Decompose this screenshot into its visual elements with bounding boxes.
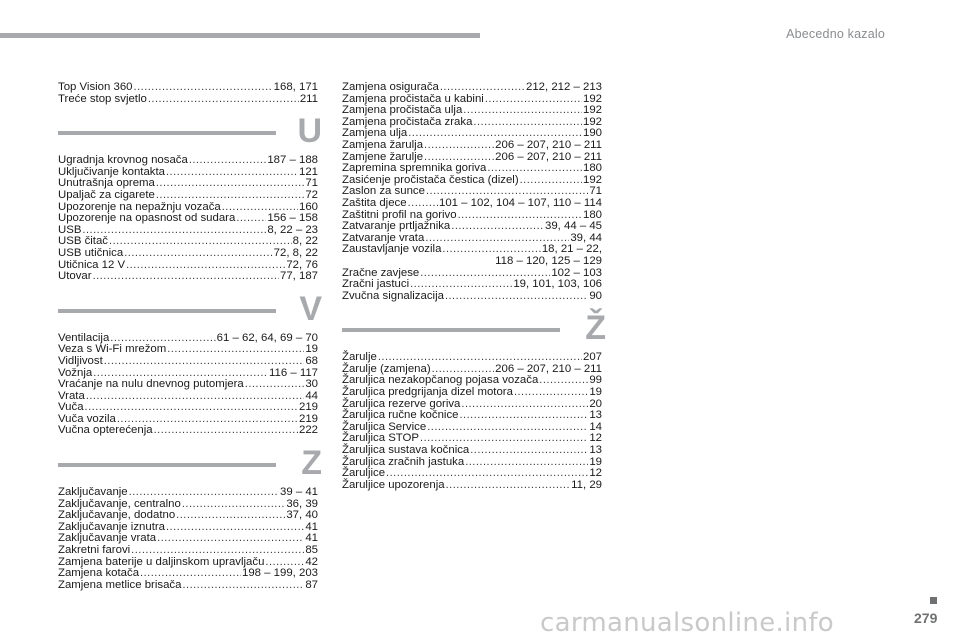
entry-pages: 192 (582, 115, 602, 128)
entry-term: Žarulje (zamjena) (342, 362, 431, 375)
dot-leader (156, 178, 304, 190)
index-entry (342, 163, 602, 175)
entry-term: Veza s Wi-Fi mrežom (58, 343, 167, 356)
index-entry-line (342, 480, 602, 492)
header-title: Abecedno kazalo (786, 27, 885, 41)
entry-term: Zaštitni profil na gorivo (342, 208, 457, 221)
index-entry-line (58, 271, 318, 283)
index-entry-line (58, 580, 318, 592)
entry-pages: 36, 39 (286, 497, 318, 510)
dot-leader (85, 402, 298, 414)
dot-leader (154, 425, 298, 437)
entry-pages: 11, 29 (571, 478, 602, 491)
index-entry-line (342, 279, 602, 291)
index-entry (58, 391, 318, 403)
entry-term: Žaruljice upozorenja (342, 478, 445, 491)
entry-term: USB utičnica (58, 246, 124, 259)
entry-term: Žaruljica STOP (342, 432, 420, 445)
entry-pages: 39, 44 – 45 (544, 220, 602, 233)
entry-pages: 192 (582, 92, 602, 105)
dot-leader (189, 155, 267, 167)
dot-leader (176, 510, 285, 522)
dot-leader (182, 580, 304, 592)
entry-pages: 206 – 207, 210 – 211 (495, 138, 602, 151)
dot-leader (460, 410, 589, 422)
index-entry (58, 248, 318, 260)
index-entry-line (58, 248, 318, 260)
dot-leader (427, 422, 588, 434)
entry-term: Žaruljica rezerve goriva (342, 397, 461, 410)
entry-pages: 68 (305, 354, 318, 367)
index-entry-line (58, 213, 318, 225)
entry-pages: 206 – 207, 210 – 211 (495, 150, 602, 163)
dot-leader (86, 391, 305, 403)
section-letter: U (297, 112, 322, 151)
entry-pages: 44 (305, 389, 318, 402)
dot-leader (148, 94, 299, 106)
index-entry (58, 260, 318, 272)
index-entry-line (342, 221, 602, 233)
index-entry-line (58, 379, 318, 391)
entry-term: Zasićenje pročistača čestica (dizel) (342, 173, 519, 186)
index-entry-line (58, 260, 318, 272)
index-entry (342, 387, 602, 399)
entry-term: Zračni jastuci (342, 278, 410, 291)
entry-pages: 72, 8, 22 (273, 246, 318, 259)
index-entry-line (342, 82, 602, 94)
entry-term: USB čitač (58, 235, 109, 248)
entry-term: Utovar (58, 270, 92, 283)
header-bar (0, 33, 480, 38)
page-number: 279 (914, 610, 938, 626)
index-entry (58, 545, 318, 557)
entry-pages: 168, 171 (273, 81, 318, 93)
entry-pages: 20 (589, 397, 602, 410)
index-entry (342, 291, 602, 303)
entry-pages: 18, 21 – 22, (541, 243, 602, 256)
entry-term: Vidljivost (58, 354, 103, 367)
entry-pages: 13 (589, 409, 602, 422)
dot-leader (126, 260, 285, 272)
section-letter-header (58, 112, 322, 151)
entry-pages: 116 – 117 (269, 366, 318, 379)
entry-pages: 85 (305, 544, 318, 557)
index-column-right (342, 81, 606, 491)
entry-pages: 222 (298, 424, 318, 437)
entry-pages-continued: 118 – 120, 125 – 129 (495, 254, 602, 267)
index-entry (342, 140, 602, 152)
entry-pages: 19, 101, 103, 106 (513, 278, 602, 291)
dot-leader (167, 344, 304, 356)
entry-pages: 8, 22 (292, 235, 318, 248)
entry-pages: 207 (582, 351, 602, 364)
entry-term: Zaslon za sunce (342, 185, 425, 198)
entry-pages: 87 (305, 578, 318, 591)
entry-term: Zamjena osigurača (342, 81, 439, 93)
entry-pages: 212, 212 – 213 (525, 81, 602, 93)
entry-term: USB (58, 223, 82, 236)
dot-leader (129, 487, 279, 499)
index-entry (58, 425, 318, 437)
entry-pages: 160 (298, 200, 318, 213)
entry-term: Zaključavanje iznutra (58, 520, 165, 533)
entry-pages: 219 (298, 412, 318, 425)
entry-term: Zamjena baterije u daljinskom upravljaču (58, 555, 265, 568)
index-entry-line (342, 445, 602, 457)
entry-term: Vrata (58, 389, 85, 402)
dot-leader (131, 545, 304, 557)
entry-term: Žaruljica nezakopčanog pojasa vozača (342, 374, 539, 387)
index-entry (58, 487, 318, 499)
entry-pages: 72 (305, 188, 318, 201)
dot-leader (451, 221, 544, 233)
index-entry-line (342, 291, 602, 303)
entry-term: Zamjena žarulja (342, 138, 424, 151)
entry-term: Zatvaranje prtljažnika (342, 220, 451, 233)
entry-pages: 13 (589, 444, 602, 457)
dot-leader (470, 445, 588, 457)
dot-leader (134, 82, 273, 94)
entry-pages: 190 (582, 127, 602, 140)
entry-term: Zaustavljanje vozila (342, 243, 442, 256)
entry-term: Žaruljica sustava kočnica (342, 444, 470, 457)
section-letter-header (342, 309, 606, 348)
dot-leader (166, 522, 304, 534)
dot-leader (182, 499, 285, 511)
entry-pages: 39 – 41 (279, 486, 318, 499)
index-entry (58, 190, 318, 202)
entry-pages: 206 – 207, 210 – 211 (495, 362, 602, 375)
entry-pages: 8, 22 – 23 (267, 223, 318, 236)
entry-term: Upaljač za cigarete (58, 188, 155, 201)
index-entry-line (58, 425, 318, 437)
entry-pages: 180 (582, 162, 602, 175)
entry-term: Vučna opterećenja (58, 424, 153, 437)
index-entry-line (342, 163, 602, 175)
entry-pages: 180 (582, 208, 602, 221)
entry-term: Zakretni farovi (58, 544, 131, 557)
index-entry-line (58, 545, 318, 557)
entry-pages: 61 – 62, 64, 69 – 70 (216, 331, 318, 344)
entry-term: Uključivanje kontakta (58, 165, 165, 178)
entry-pages: 71 (305, 177, 318, 190)
entry-pages: 211 (299, 92, 318, 105)
entry-term: Zaključavanje, centralno (58, 497, 181, 510)
entry-pages: 30 (305, 378, 318, 391)
dot-leader (440, 82, 525, 94)
entry-pages: 41 (305, 520, 318, 533)
index-entry-line (58, 94, 318, 106)
index-column-left (58, 81, 322, 591)
entry-term: Zapremina spremnika goriva (342, 162, 487, 175)
entry-term: Zaključavanje, dodatno (58, 509, 176, 522)
entry-term: Zamjena ulja (342, 127, 408, 140)
entry-term: Treće stop svjetlo (58, 92, 147, 105)
entry-pages: 192 (582, 173, 602, 186)
page-marker-square (930, 597, 937, 604)
dot-leader (487, 163, 582, 175)
entry-term: Zračne zavjese (342, 266, 420, 279)
entry-term: Žaruljica ručne kočnice (342, 409, 459, 422)
dot-leader (82, 225, 266, 237)
entry-term: Zaštita djece (342, 196, 407, 209)
entry-term: Zamjena kotača (58, 567, 140, 580)
index-entry (342, 445, 602, 457)
index-entry-line (342, 198, 602, 210)
entry-pages: 12 (589, 467, 602, 480)
index-entry (58, 580, 318, 592)
dot-leader (465, 457, 588, 469)
entry-pages: 102 – 103 (551, 266, 602, 279)
entry-pages: 37, 40 (286, 509, 318, 522)
entry-term: Zatvaranje vrata (342, 231, 425, 244)
entry-term: Žaruljica zračnih jastuka (342, 455, 465, 468)
index-entry (342, 198, 602, 210)
index-entry (342, 82, 602, 94)
index-entry-line (342, 387, 602, 399)
dot-leader (514, 387, 588, 399)
entry-pages: 99 (589, 374, 602, 387)
entry-pages: 19 (305, 343, 318, 356)
entry-pages: 42 (305, 555, 318, 568)
entry-pages: 71 (589, 185, 602, 198)
entry-term: Vraćanje na nulu dnevnog putomjera (58, 378, 244, 391)
dot-leader (473, 117, 582, 129)
entry-pages: 90 (589, 289, 602, 302)
entry-term: Ventilacija (58, 331, 110, 344)
entry-pages: 219 (298, 401, 318, 414)
dot-leader (410, 279, 512, 291)
section-divider (58, 463, 276, 467)
entry-pages: 19 (589, 386, 602, 399)
entry-pages: 187 – 188 (267, 154, 318, 167)
index-entry (58, 213, 318, 225)
entry-term: Zamjena pročistača ulja (342, 104, 463, 117)
dot-leader (157, 533, 304, 545)
entry-pages: 121 (298, 165, 318, 178)
dot-leader (520, 175, 582, 187)
entry-term: Žarulje (342, 351, 377, 364)
index-entry-line (342, 140, 602, 152)
entry-term: Zamjena pročistača zraka (342, 115, 473, 128)
entry-term: Vuča vozila (58, 412, 116, 425)
dot-leader (539, 375, 588, 387)
index-entry-line (58, 356, 318, 368)
entry-pages: 19 (589, 455, 602, 468)
entry-term: Žaruljica Service (342, 420, 427, 433)
index-entry-line (58, 82, 318, 94)
dot-leader (463, 105, 582, 117)
dot-leader (166, 167, 298, 179)
index-entry (58, 82, 318, 94)
watermark: carmanualsonline.info (540, 608, 835, 638)
section-divider (58, 131, 276, 135)
entry-term: Unutrašnja oprema (58, 177, 155, 190)
dot-leader (124, 248, 272, 260)
index-entry (342, 279, 602, 291)
entry-term: Žaruljice (342, 467, 386, 480)
dot-leader (93, 271, 279, 283)
dot-leader (104, 356, 305, 368)
index-entry (58, 94, 318, 106)
entry-pages: 101 – 102, 104 – 107, 110 – 114 (439, 196, 602, 209)
section-letter-header (58, 289, 322, 329)
entry-term: Zamjena metlice brisača (58, 578, 182, 591)
section-divider (342, 328, 560, 332)
entry-pages: 41 (305, 532, 318, 545)
section-letter: V (299, 289, 322, 328)
entry-pages: 156 – 158 (267, 212, 318, 225)
index-entry-line (58, 487, 318, 499)
index-entry-line (58, 391, 318, 403)
section-letter-header (58, 444, 322, 483)
entry-term: Utičnica 12 V (58, 258, 126, 271)
dot-leader (156, 190, 304, 202)
dot-leader (485, 94, 582, 106)
entry-term: Žaruljica predgrijanja dizel motora (342, 386, 513, 399)
index-entry (342, 221, 602, 233)
entry-pages: 72, 76 (286, 258, 318, 271)
dot-leader (461, 399, 588, 411)
dot-leader (245, 379, 305, 391)
dot-leader (236, 213, 266, 225)
entry-pages: 12 (589, 432, 602, 445)
entry-term: Zaključavanje vrata (58, 532, 157, 545)
entry-term: Zamjena pročistača u kabini (342, 92, 484, 105)
entry-term: Vuča (58, 401, 84, 414)
entry-pages: 198 – 199, 203 (241, 567, 318, 580)
entry-pages: 39, 44 (570, 231, 602, 244)
dot-leader (446, 480, 571, 492)
section-letter: Ž (585, 309, 606, 348)
dot-leader (109, 236, 292, 248)
entry-pages: 77, 187 (279, 270, 318, 283)
section-letter: Z (301, 444, 322, 483)
entry-term: Top Vision 360 (58, 81, 133, 93)
entry-term: Zaključavanje (58, 486, 128, 499)
entry-pages: 192 (582, 104, 602, 117)
dot-leader (408, 198, 438, 210)
section-divider (58, 309, 276, 313)
index-entry-line (58, 190, 318, 202)
index-entry (58, 271, 318, 283)
index-entry (342, 480, 602, 492)
index-entry (58, 379, 318, 391)
entry-term: Ugradnja krovnog nosača (58, 154, 188, 167)
entry-term: Zvučna signalizacija (342, 289, 444, 302)
entry-term: Zamjene žarulje (342, 150, 424, 163)
entry-term: Upozorenje na nepažnju vozača (58, 200, 221, 213)
index-entry (58, 356, 318, 368)
dot-leader (445, 291, 588, 303)
entry-term: Upozorenje na opasnost od sudara (58, 212, 236, 225)
entry-pages: 14 (589, 420, 602, 433)
entry-term: Vožnja (58, 366, 93, 379)
index-entry (342, 244, 602, 267)
dot-leader (424, 140, 494, 152)
